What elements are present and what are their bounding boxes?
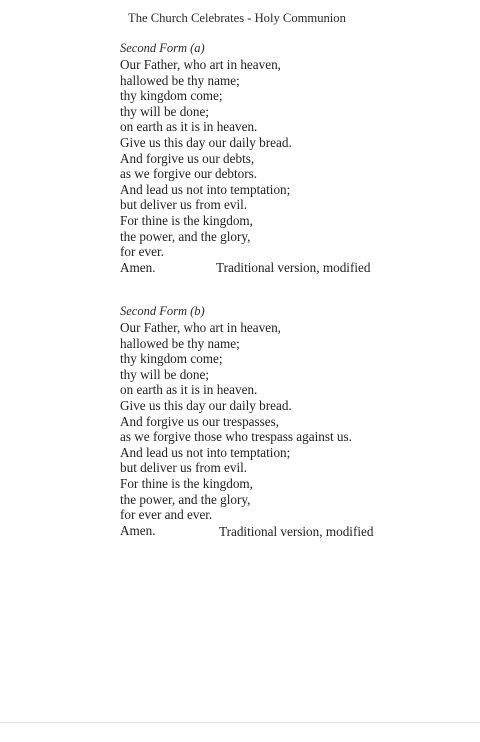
prayer-line: For thine is the kingdom, <box>120 212 253 228</box>
prayer-line: thy kingdom come; <box>120 88 223 104</box>
prayer-line: the power, and the glory, <box>120 491 251 507</box>
form-title: Second Form (a) <box>120 41 205 55</box>
prayer-line: Amen. <box>120 522 156 538</box>
prayer-line: Our Father, who art in heaven, <box>120 57 281 72</box>
prayer-line: Give us this day our daily bread. <box>120 134 292 150</box>
prayer-line: as we forgive our debtors. <box>120 166 258 182</box>
attribution: Traditional version, modified <box>216 260 371 275</box>
attribution: Traditional version, modified <box>219 524 374 539</box>
prayer-line: Our Father, who art in heaven, <box>120 320 281 335</box>
prayer-form-a <box>120 40 420 275</box>
scan-edge-line <box>0 722 480 723</box>
prayer-line: on earth as it is in heaven. <box>120 382 258 398</box>
prayer-lines <box>120 57 420 275</box>
prayer-line: but deliver us from evil. <box>120 460 248 476</box>
prayer-line: for ever. <box>120 244 164 260</box>
prayer-line: And lead us not into temptation; <box>120 181 291 197</box>
prayer-line: For thine is the kingdom, <box>120 475 253 491</box>
prayer-line: but deliver us from evil. <box>120 197 248 213</box>
prayer-line: And lead us not into temptation; <box>120 444 291 460</box>
running-header: The Church Celebrates - Holy Communion <box>128 11 346 25</box>
prayer-line: Amen. <box>120 259 156 275</box>
prayer-line: as we forgive those who trespass against us. <box>120 429 352 445</box>
prayer-line: thy kingdom come; <box>120 351 223 367</box>
prayer-line: hallowed be thy name; <box>120 72 240 88</box>
prayer-line: And forgive us our trespasses, <box>120 413 280 429</box>
form-title: Second Form (b) <box>120 304 205 318</box>
prayer-line: thy will be done; <box>120 366 210 382</box>
prayer-lines <box>120 320 420 538</box>
prayer-line: Give us this day our daily bread. <box>120 397 292 413</box>
prayer-form-b <box>120 303 420 538</box>
prayer-line: the power, and the glory, <box>120 228 251 244</box>
prayer-line: hallowed be thy name; <box>120 335 240 351</box>
prayer-line: for ever and ever. <box>120 507 213 523</box>
prayer-line: thy will be done; <box>120 103 210 119</box>
prayer-line: on earth as it is in heaven. <box>120 119 258 135</box>
prayer-line: And forgive us our debts, <box>120 150 255 166</box>
